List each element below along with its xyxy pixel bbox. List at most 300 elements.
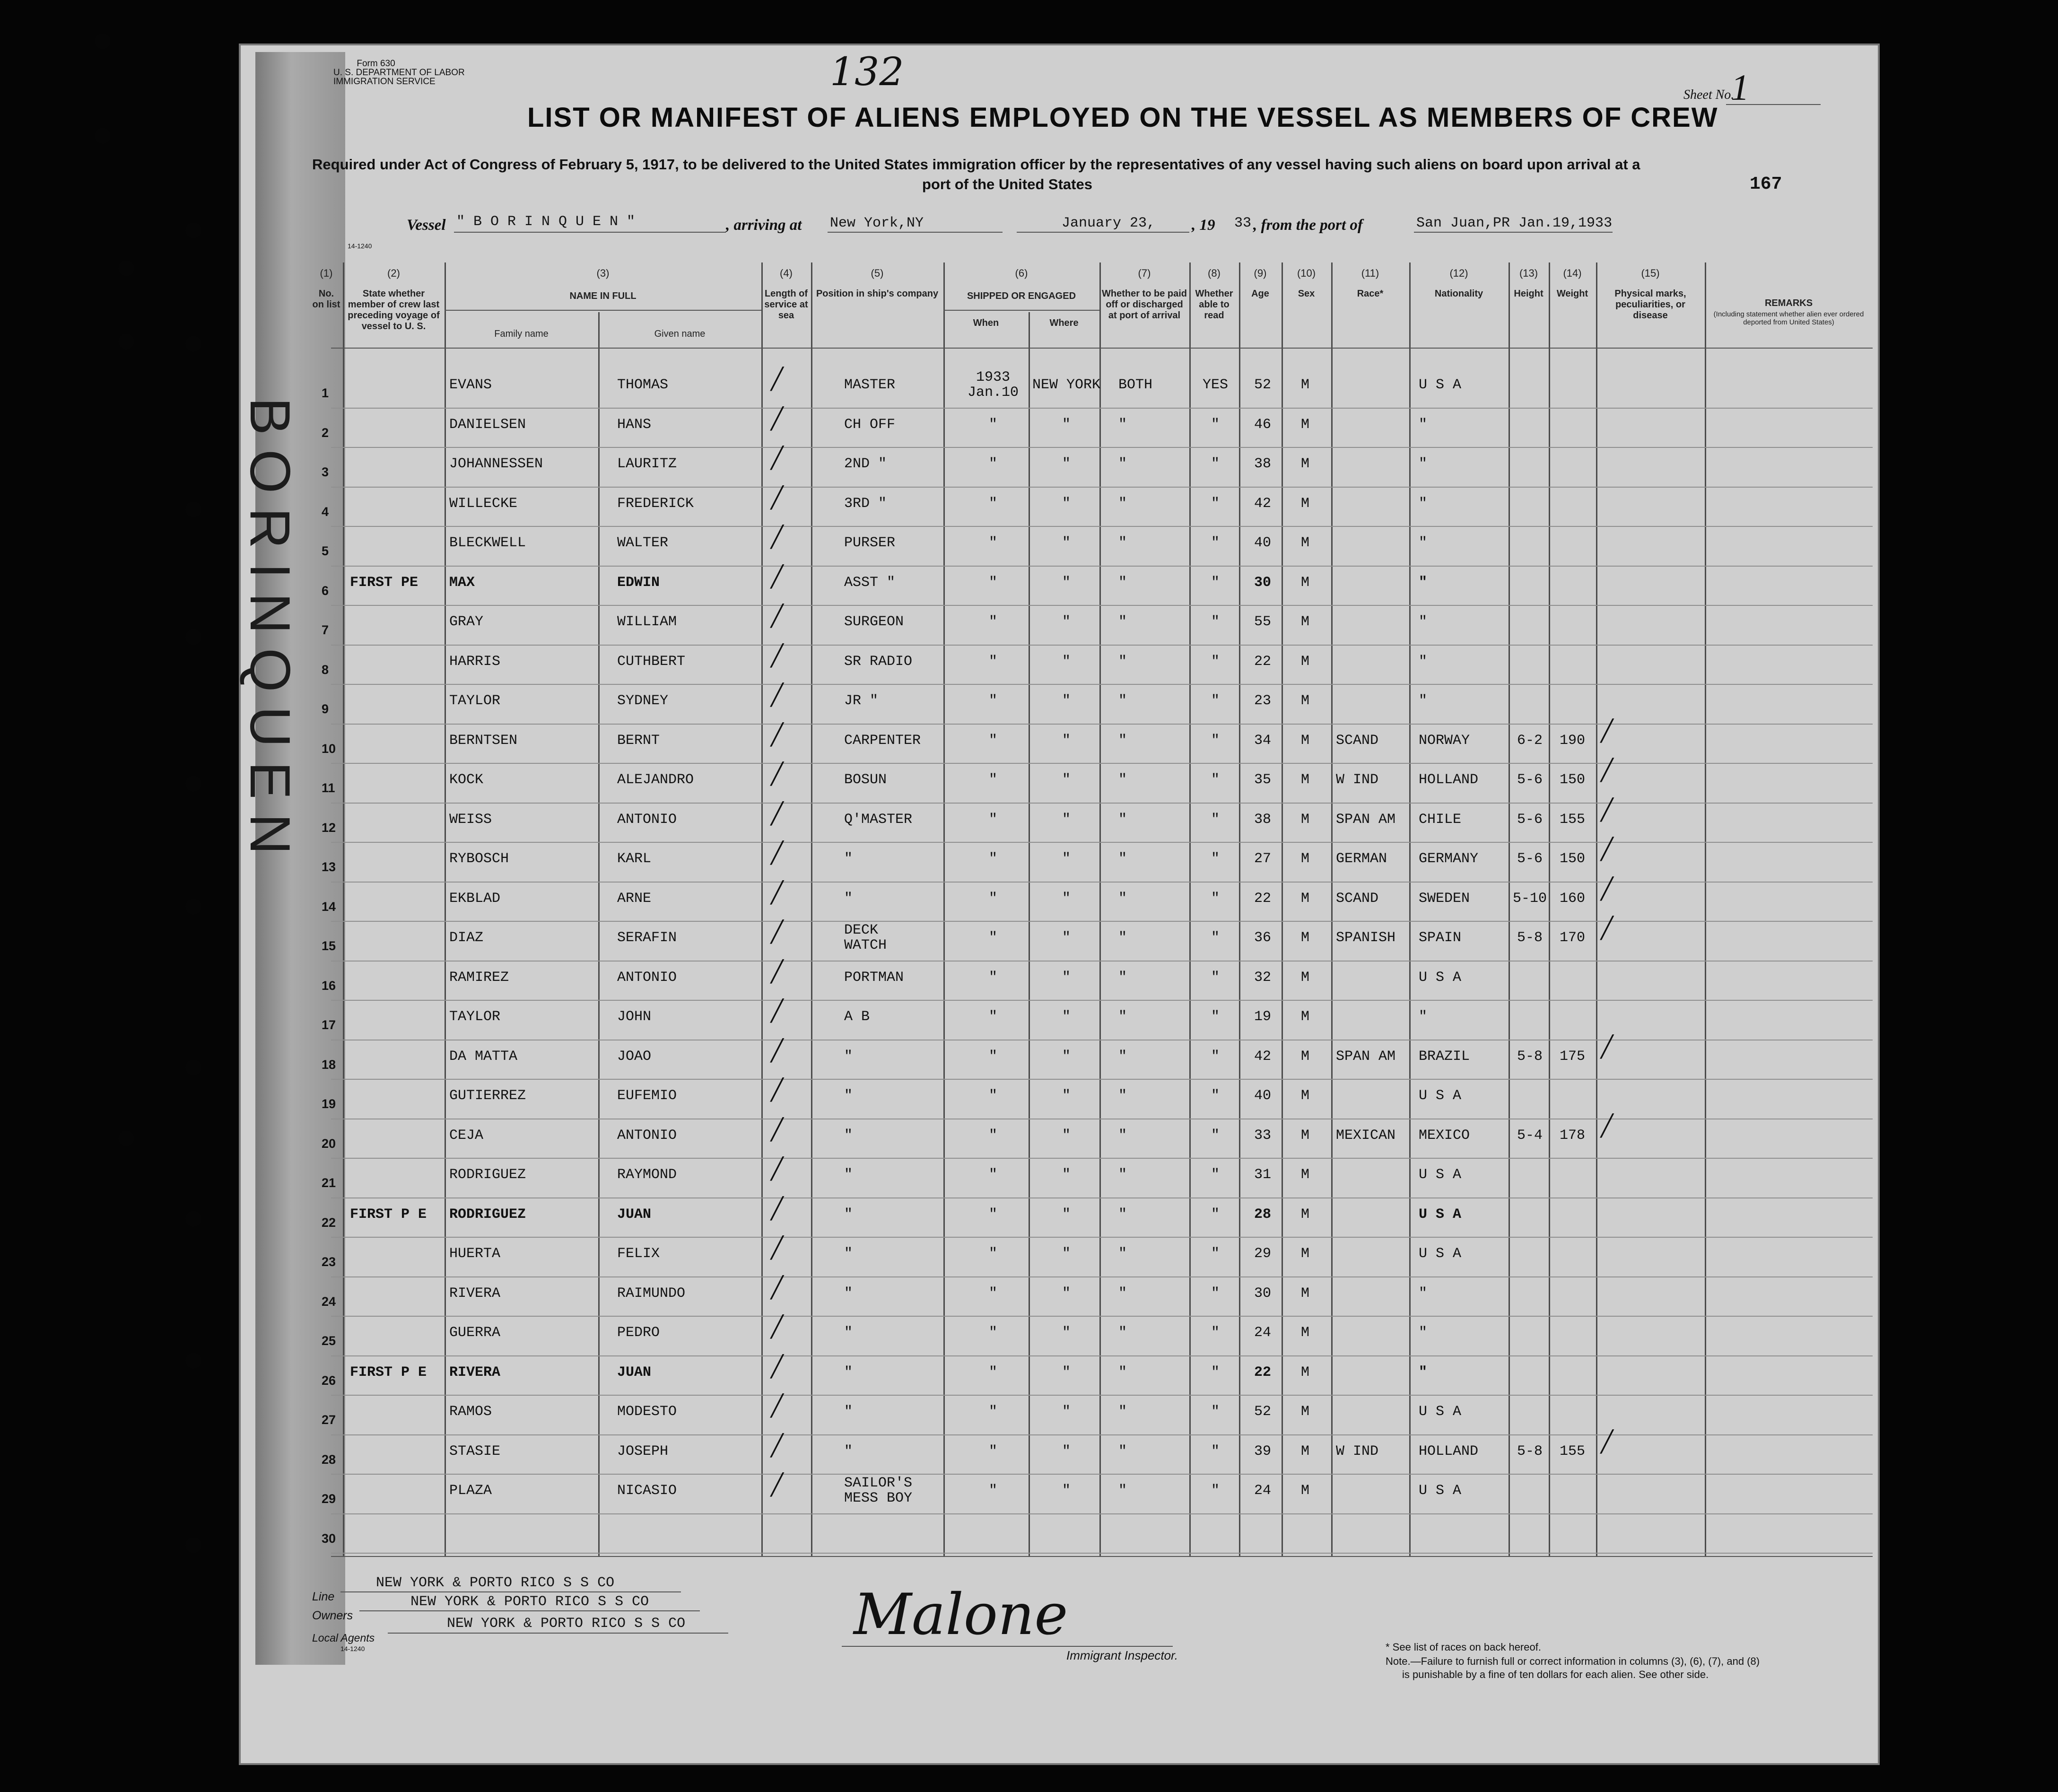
cell-given: RAIMUNDO — [617, 1285, 686, 1302]
penalty-note-2: is punishable by a fine of ten dollars for each alien. See other side. — [1402, 1669, 1709, 1680]
row-rule — [331, 447, 1873, 448]
row-rule — [331, 1000, 1873, 1001]
cell-paid: " — [1118, 1048, 1127, 1065]
cell-nat: U S A — [1419, 1088, 1462, 1104]
cell-when: " — [988, 535, 997, 551]
cell-when: " — [988, 732, 997, 749]
cell-family: WILLECKE — [449, 495, 518, 512]
cell-wt: 155 — [1559, 1443, 1585, 1460]
binder-hole — [118, 1130, 134, 1146]
cell-age: 23 — [1254, 693, 1271, 709]
cell-family: RAMOS — [449, 1404, 492, 1420]
cell-read: " — [1211, 851, 1220, 867]
cell-paid: " — [1118, 653, 1127, 670]
cell-where: " — [1062, 772, 1071, 788]
service-checkmark: ╱ — [771, 1196, 784, 1221]
cell-race: W IND — [1336, 772, 1379, 788]
cell-given: JUAN — [617, 1206, 652, 1223]
cell-paid: " — [1118, 535, 1127, 551]
cell-nat: " — [1419, 535, 1428, 551]
cell-pos: 3RD " — [844, 495, 887, 512]
cell-given: BERNT — [617, 732, 660, 749]
cell-age: 46 — [1254, 416, 1271, 433]
cell-given: SERAFIN — [617, 930, 677, 946]
cell-family: EVANS — [449, 377, 492, 393]
cell-sex: M — [1300, 1443, 1309, 1460]
cell-where: " — [1062, 1325, 1071, 1341]
arrival-year: 33 — [1234, 215, 1252, 231]
cell-given: JOAO — [617, 1048, 652, 1065]
cell-sex: M — [1300, 535, 1309, 551]
cell-when: " — [988, 969, 997, 986]
cell-race: MEXICAN — [1336, 1127, 1396, 1144]
column-header-c16: REMARKS — [1764, 298, 1813, 308]
cell-given: ANTONIO — [617, 811, 677, 828]
cell-sex: M — [1300, 1009, 1309, 1025]
cell-race: GERMAN — [1336, 851, 1387, 867]
cell-read: " — [1211, 416, 1220, 433]
cell-given: ANTONIO — [617, 1127, 677, 1144]
cell-when: " — [988, 614, 997, 630]
cell-sex: M — [1300, 1206, 1309, 1223]
cell-read: " — [1211, 1009, 1220, 1025]
cell-where: " — [1062, 1088, 1071, 1104]
margin-vessel-name: BORINQUEN — [238, 397, 302, 869]
column-header-c2: State whether member of crew last preceding voyage of vessel to U. S. — [348, 288, 440, 332]
sheet-number-rule — [1726, 104, 1821, 105]
service-checkmark: ╱ — [771, 604, 784, 628]
cell-where: " — [1062, 495, 1071, 512]
column-header-where: Where — [1049, 318, 1079, 328]
cell-where: " — [1062, 1285, 1071, 1302]
cell-sex: M — [1300, 732, 1309, 749]
cell-nat: CHILE — [1419, 811, 1462, 828]
cell-ht: 5-8 — [1517, 1443, 1543, 1460]
row-number: 4 — [322, 504, 329, 519]
cell-when: " — [988, 456, 997, 472]
row-rule — [331, 1474, 1873, 1475]
cell-family: WEISS — [449, 811, 492, 828]
cell-pos: DECK WATCH — [844, 922, 887, 953]
column-header-c4: Length of service at sea — [764, 288, 808, 321]
cell-given: FELIX — [617, 1246, 660, 1262]
vessel-label: Vessel — [407, 217, 446, 234]
cell-paid: " — [1118, 851, 1127, 867]
cell-given: ARNE — [617, 890, 652, 907]
cell-given: MODESTO — [617, 1404, 677, 1420]
cell-pos: " — [844, 1088, 853, 1104]
cell-paid: " — [1118, 732, 1127, 749]
cell-paid: " — [1118, 772, 1127, 788]
cell-wt: 150 — [1559, 772, 1585, 788]
cell-age: 22 — [1254, 653, 1271, 670]
cell-given: LAURITZ — [617, 456, 677, 472]
cell-where: " — [1062, 1167, 1071, 1183]
cell-read: " — [1211, 1048, 1220, 1065]
cell-nat: SWEDEN — [1419, 890, 1470, 907]
cell-given: EUFEMIO — [617, 1088, 677, 1104]
cell-age: 42 — [1254, 495, 1271, 512]
cell-paid: " — [1118, 930, 1127, 946]
cell-age: 52 — [1254, 377, 1271, 393]
cell-when: " — [988, 416, 997, 433]
cell-pos: MASTER — [844, 377, 896, 393]
cell-sex: M — [1300, 1285, 1309, 1302]
cell-age: 29 — [1254, 1246, 1271, 1262]
cell-wt: 160 — [1559, 890, 1585, 907]
cell-family: RAMIREZ — [449, 969, 509, 986]
cell-race: SCAND — [1336, 890, 1379, 907]
row-number: 16 — [322, 978, 336, 993]
cell-sex: M — [1300, 456, 1309, 472]
row-number: 11 — [322, 781, 335, 795]
binder-hole — [185, 501, 201, 517]
column-divider — [1331, 262, 1333, 1556]
cell-given: CUTHBERT — [617, 653, 686, 670]
cell-read: " — [1211, 1167, 1220, 1183]
cell-age: 39 — [1254, 1443, 1271, 1460]
column-number-c8: (8) — [1208, 267, 1221, 279]
cell-family: TAYLOR — [449, 693, 501, 709]
cell-sex: M — [1300, 1048, 1309, 1065]
cell-paid: " — [1118, 574, 1127, 591]
cell-sex: M — [1300, 1364, 1309, 1381]
cell-nat: NORWAY — [1419, 732, 1470, 749]
cell-given: THOMAS — [617, 377, 669, 393]
binder-hole — [185, 899, 201, 915]
service-checkmark: ╱ — [771, 643, 784, 668]
row-rule — [331, 487, 1873, 488]
physical-checkmark: ╱ — [1601, 1034, 1613, 1059]
penalty-note: Note.—Failure to furnish full or correct information in columns (3), (6), (7), and (8) — [1386, 1655, 1760, 1667]
cell-read: YES — [1202, 377, 1228, 393]
cell-pos: " — [844, 890, 853, 907]
service-checkmark: ╱ — [771, 1236, 784, 1260]
race-note: * See list of races on back hereof. — [1386, 1641, 1541, 1653]
cell-where: " — [1062, 693, 1071, 709]
column-divider — [1705, 262, 1706, 1556]
cell-nat: HOLLAND — [1419, 1443, 1479, 1460]
column-number-c12: (12) — [1449, 267, 1468, 279]
cell-where: " — [1062, 1364, 1071, 1381]
cell-sex: M — [1300, 1246, 1309, 1262]
from-label: , from the port of — [1253, 217, 1363, 234]
cell-age: 19 — [1254, 1009, 1271, 1025]
cell-family: RIVERA — [449, 1364, 501, 1381]
cell-when: " — [988, 495, 997, 512]
row-rule — [331, 842, 1873, 843]
cell-when: " — [988, 772, 997, 788]
shipped-header-rule — [943, 310, 1099, 311]
cell-race: W IND — [1336, 1443, 1379, 1460]
column-number-c15: (15) — [1641, 267, 1660, 279]
row-number: 3 — [322, 465, 329, 479]
cell-age: 30 — [1254, 1285, 1271, 1302]
cell-paid: " — [1118, 811, 1127, 828]
cell-pos: " — [844, 1285, 853, 1302]
arrival-date: January 23, — [1062, 215, 1156, 231]
binder-hole — [185, 222, 201, 238]
column-header-c6: SHIPPED OR ENGAGED — [967, 291, 1076, 301]
binder-hole — [185, 1211, 201, 1227]
cell-where: " — [1062, 1246, 1071, 1262]
binder-hole — [185, 1059, 201, 1075]
inspector-signature: Malone — [854, 1582, 1068, 1648]
cell-paid: " — [1118, 1246, 1127, 1262]
cell-given: ALEJANDRO — [617, 772, 694, 788]
physical-checkmark: ╱ — [1601, 916, 1613, 940]
cell-ht: 5-4 — [1517, 1127, 1543, 1144]
cell-age: 33 — [1254, 1127, 1271, 1144]
cell-age: 38 — [1254, 811, 1271, 828]
row-rule — [331, 645, 1873, 646]
cell-read: " — [1211, 693, 1220, 709]
cell-nat: U S A — [1419, 1206, 1462, 1223]
cell-when: " — [988, 1048, 997, 1065]
cell-family: RODRIGUEZ — [449, 1167, 526, 1183]
column-number-c7: (7) — [1138, 267, 1151, 279]
cell-given: PEDRO — [617, 1325, 660, 1341]
column-header-c9: Age — [1251, 288, 1269, 299]
row-number: 19 — [322, 1097, 336, 1111]
binder-hole — [118, 260, 134, 276]
cell-when: " — [988, 851, 997, 867]
column-header-c15: Physical marks, peculiarities, or disease — [1614, 288, 1686, 321]
service-checkmark: ╱ — [771, 1117, 784, 1142]
cell-read: " — [1211, 1206, 1220, 1223]
cell-sex: M — [1300, 495, 1309, 512]
header-bottom-rule — [331, 348, 1873, 349]
cell-read: " — [1211, 495, 1220, 512]
cell-wt: 190 — [1559, 732, 1585, 749]
row-number: 6 — [322, 583, 329, 598]
cell-sex: M — [1300, 653, 1309, 670]
cell-where: NEW YORK — [1032, 377, 1101, 393]
column-divider — [1282, 262, 1283, 1556]
cell-paid: " — [1118, 1483, 1127, 1499]
service-checkmark: ╱ — [771, 722, 784, 747]
column-header-c1: No. on list — [312, 288, 340, 310]
row-number: 14 — [322, 899, 336, 914]
cell-pos: " — [844, 1127, 853, 1144]
cell-wt: 170 — [1559, 930, 1585, 946]
binder-hole — [118, 333, 134, 350]
line-rule — [340, 1591, 681, 1592]
column-number-c5: (5) — [871, 267, 884, 279]
cell-sex: M — [1300, 772, 1309, 788]
cell-family: BERNTSEN — [449, 732, 518, 749]
service-checkmark: ╱ — [771, 1078, 784, 1102]
cell-nat: U S A — [1419, 969, 1462, 986]
year-prefix: , 19 — [1192, 217, 1215, 234]
cell-nat: " — [1419, 1285, 1428, 1302]
cell-where: " — [1062, 1483, 1071, 1499]
cell-family: DIAZ — [449, 930, 484, 946]
cell-when: " — [988, 1167, 997, 1183]
cell-given: FREDERICK — [617, 495, 694, 512]
row-rule — [331, 763, 1873, 764]
cell-nat: U S A — [1419, 1246, 1462, 1262]
cell-nat: HOLLAND — [1419, 772, 1479, 788]
cell-where: " — [1062, 1404, 1071, 1420]
service-checkmark: ╱ — [771, 367, 784, 391]
cell-ht: 5-6 — [1517, 811, 1543, 828]
row-rule — [331, 1513, 1873, 1514]
cell-nat: " — [1419, 653, 1428, 670]
cell-read: " — [1211, 535, 1220, 551]
cell-family: DANIELSEN — [449, 416, 526, 433]
cell-nat: " — [1419, 1325, 1428, 1341]
cell-paid: " — [1118, 1285, 1127, 1302]
cell-given: EDWIN — [617, 574, 660, 591]
cell-given: NICASIO — [617, 1483, 677, 1499]
cell-read: " — [1211, 1404, 1220, 1420]
cell-wt: 175 — [1559, 1048, 1585, 1065]
cell-paid: " — [1118, 890, 1127, 907]
cell-pos: " — [844, 851, 853, 867]
cell-pos: " — [844, 1048, 853, 1065]
subtitle-line-1: Required under Act of Congress of February 5, 1917, to be delivered to the United States immigration officer by the representatives of any vessel having such aliens on board upon arrival at a — [312, 156, 1640, 173]
column-header-c12: Nationality — [1434, 288, 1483, 299]
physical-checkmark: ╱ — [1601, 837, 1613, 861]
binder-hole — [185, 1537, 201, 1553]
row-rule — [331, 1276, 1873, 1277]
column-number-c2: (2) — [387, 267, 400, 279]
cell-family: BLECKWELL — [449, 535, 526, 551]
physical-checkmark: ╱ — [1601, 1113, 1613, 1138]
binder-hole — [95, 33, 111, 49]
row-rule — [331, 566, 1873, 567]
cell-read: " — [1211, 1364, 1220, 1381]
cell-pos: " — [844, 1167, 853, 1183]
row-number: 1 — [322, 386, 329, 400]
cell-nat: " — [1419, 416, 1428, 433]
cell-age: 42 — [1254, 1048, 1271, 1065]
service-checkmark: ╱ — [771, 801, 784, 826]
owners-company: NEW YORK & PORTO RICO S S CO — [410, 1594, 649, 1610]
service-checkmark: ╱ — [771, 762, 784, 786]
cell-nat: U S A — [1419, 1167, 1462, 1183]
cell-family: CEJA — [449, 1127, 484, 1144]
cell-age: 22 — [1254, 1364, 1271, 1381]
cell-pos: CH OFF — [844, 416, 896, 433]
cell-ht: 5-8 — [1517, 930, 1543, 946]
cell-read: " — [1211, 653, 1220, 670]
cell-paid: " — [1118, 1009, 1127, 1025]
column-divider — [1549, 262, 1550, 1556]
cell-when: " — [988, 653, 997, 670]
inspector-rule — [842, 1646, 1173, 1647]
cell-wt: 155 — [1559, 811, 1585, 828]
service-checkmark: ╱ — [771, 841, 784, 865]
cell-nat: " — [1419, 1009, 1428, 1025]
vessel-name: " B O R I N Q U E N " — [456, 214, 636, 230]
cell-given: JOSEPH — [617, 1443, 669, 1460]
service-checkmark: ╱ — [771, 880, 784, 905]
name-header-rule — [445, 310, 761, 311]
cell-when: " — [988, 1325, 997, 1341]
cell-where: " — [1062, 1206, 1071, 1223]
cell-when: " — [988, 693, 997, 709]
column-number-c10: (10) — [1297, 267, 1316, 279]
cell-when: " — [988, 1246, 997, 1262]
row-number: 12 — [322, 820, 336, 835]
cell-paid: " — [1118, 1364, 1127, 1381]
physical-checkmark: ╱ — [1601, 718, 1613, 743]
cell-nat: " — [1419, 495, 1428, 512]
cell-read: " — [1211, 1285, 1220, 1302]
page-title: LIST OR MANIFEST OF ALIENS EMPLOYED ON THE VESSEL AS MEMBERS OF CREW — [527, 102, 1718, 133]
subtitle-line-2: port of the United States — [922, 176, 1092, 192]
cell-sex: M — [1300, 969, 1309, 986]
row-rule — [331, 1079, 1873, 1080]
cell-age: 22 — [1254, 890, 1271, 907]
cell-age: 32 — [1254, 969, 1271, 986]
arrival-port: New York,NY — [830, 215, 924, 231]
cell-paid: " — [1118, 1088, 1127, 1104]
cell-where: " — [1062, 1048, 1071, 1065]
cell-ht: 5-6 — [1517, 851, 1543, 867]
cell-sex: M — [1300, 851, 1309, 867]
cell-given: SYDNEY — [617, 693, 669, 709]
cell-paid: " — [1118, 416, 1127, 433]
inspector-label: Immigrant Inspector. — [1066, 1648, 1178, 1662]
handwritten-number: 132 — [830, 50, 904, 95]
sheet-label: Sheet No. — [1683, 87, 1735, 102]
form-code: 14-1240 — [348, 242, 372, 250]
row-rule — [331, 605, 1873, 606]
cell-pos: SURGEON — [844, 614, 904, 630]
cell-family: PLAZA — [449, 1483, 492, 1499]
binder-hole — [95, 128, 111, 144]
cell-sex: M — [1300, 693, 1309, 709]
cell-age: 55 — [1254, 614, 1271, 630]
cell-ht: 5-10 — [1512, 890, 1547, 907]
cell-age: 30 — [1254, 574, 1271, 591]
row-rule — [331, 803, 1873, 804]
table-bottom-rule — [331, 1556, 1873, 1557]
column-number-c6: (6) — [1015, 267, 1028, 279]
cell-pos: SR RADIO — [844, 653, 913, 670]
row-number: 28 — [322, 1452, 336, 1467]
cell-where: " — [1062, 1009, 1071, 1025]
cell-read: " — [1211, 1246, 1220, 1262]
cell-sex: M — [1300, 377, 1309, 393]
cell-nat: MEXICO — [1419, 1127, 1470, 1144]
arriving-label: , arriving at — [726, 217, 802, 234]
cell-pos: " — [844, 1246, 853, 1262]
agents-form-code: 14-1240 — [340, 1645, 365, 1652]
cell-where: " — [1062, 574, 1071, 591]
cell-age: 40 — [1254, 1088, 1271, 1104]
cell-nat: " — [1419, 456, 1428, 472]
cell-read: " — [1211, 1443, 1220, 1460]
cell-pos: CARPENTER — [844, 732, 921, 749]
column-number-c11: (11) — [1361, 267, 1379, 279]
cell-given: KARL — [617, 851, 652, 867]
cell-where: " — [1062, 732, 1071, 749]
cell-family: HARRIS — [449, 653, 501, 670]
cell-when: " — [988, 1404, 997, 1420]
cell-where: " — [1062, 851, 1071, 867]
row-rule — [331, 961, 1873, 962]
cell-sex: M — [1300, 1404, 1309, 1420]
cell-paid: " — [1118, 969, 1127, 986]
cell-race: SCAND — [1336, 732, 1379, 749]
cell-paid: " — [1118, 1443, 1127, 1460]
column-divider — [811, 262, 812, 1556]
cell-sex: M — [1300, 1325, 1309, 1341]
